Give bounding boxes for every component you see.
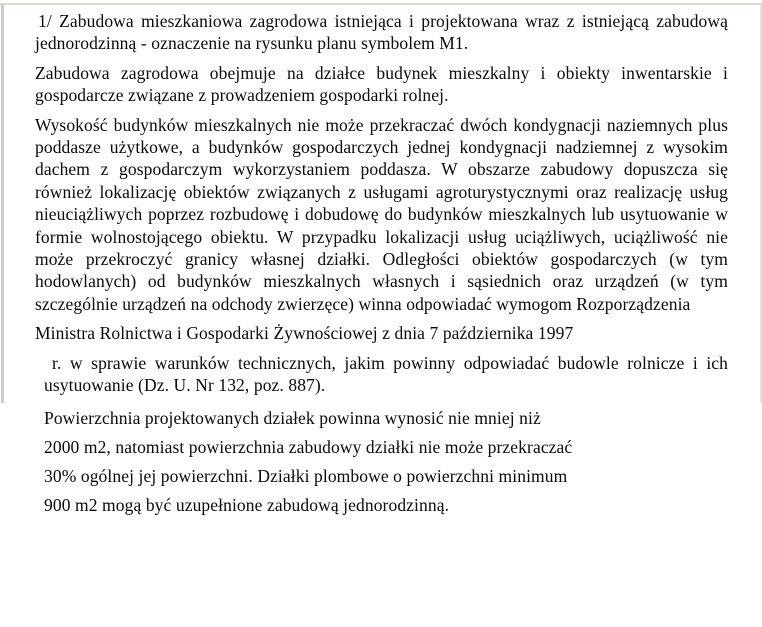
plot-area-line-2: 2000 m2, natomiast powierzchnia zabudowy działki nie może przekraczać xyxy=(44,436,573,457)
paragraph-farmstead-definition: Zabudowa zagrodowa obejmuje na działce budynek mieszkalny i obiekty inwentarskie i gospodarcze związane z prowadzeniem gospodarki rolnej. xyxy=(35,62,728,106)
paragraph-regulation-citation: r. w sprawie warunków technicznych, jakim powinny odpowiadać budowle rolnicze i ich usytuowanie (Dz. U. Nr 132, poz. 887). xyxy=(44,352,728,396)
scan-border-top xyxy=(0,3,762,5)
plot-area-line-4: 900 m2 mogą być uzupełnione zabudową jednorodzinną. xyxy=(44,494,450,515)
plot-area-line-1: Powierzchnia projektowanych działek powinna wynosić nie mniej niż xyxy=(44,407,541,428)
paragraph-m1-designation: 1/ Zabudowa mieszkaniowa zagrodowa istniejąca i projektowana wraz z istniejącą zabudową jednorodzinną - oznaczenie na rysunku planu symbolem M1. xyxy=(35,11,728,54)
scan-border-left xyxy=(1,4,4,403)
document-body xyxy=(35,10,728,520)
plot-area-requirements xyxy=(44,404,728,520)
paragraph-building-height-rules: Wysokość budynków mieszkalnych nie może przekraczać dwóch kondygnacji naziemnych plus poddasze użytkowe, a budynków gospodarczych jednej kondygnacji nadziemnej z wysokim dachem z gospodarczym wykorzystaniem poddasza. W obszarze zabudowy dopuszcza się również lokalizację obiektów związanych z usługami agroturystycznymi oraz realizację usług nieuciążliwych poprzez rozbudowę i dobudowę do budynków mieszkalnych lub usytuowanie w formie wolnostojącego obiektu. W przypadku lokalizacji usług uciążliwych, uciążliwość nie może przekroczyć granicy własnej działki. Odległości obiektów gospodarczych (w tym hodowlanych) od budynków mieszkalnych własnych i sąsiednich oraz urządzeń (w tym szczególnie urządzeń na odchody zwierzęce) winna odpowiadać wymogom Rozporządzenia xyxy=(35,114,728,314)
paragraph-ministry-reference: Ministra Rolnictwa i Gospodarki Żywnościowej z dnia 7 października 1997 xyxy=(35,323,574,344)
plot-area-line-3: 30% ogólnej jej powierzchni. Działki plombowe o powierzchni minimum xyxy=(44,465,568,486)
